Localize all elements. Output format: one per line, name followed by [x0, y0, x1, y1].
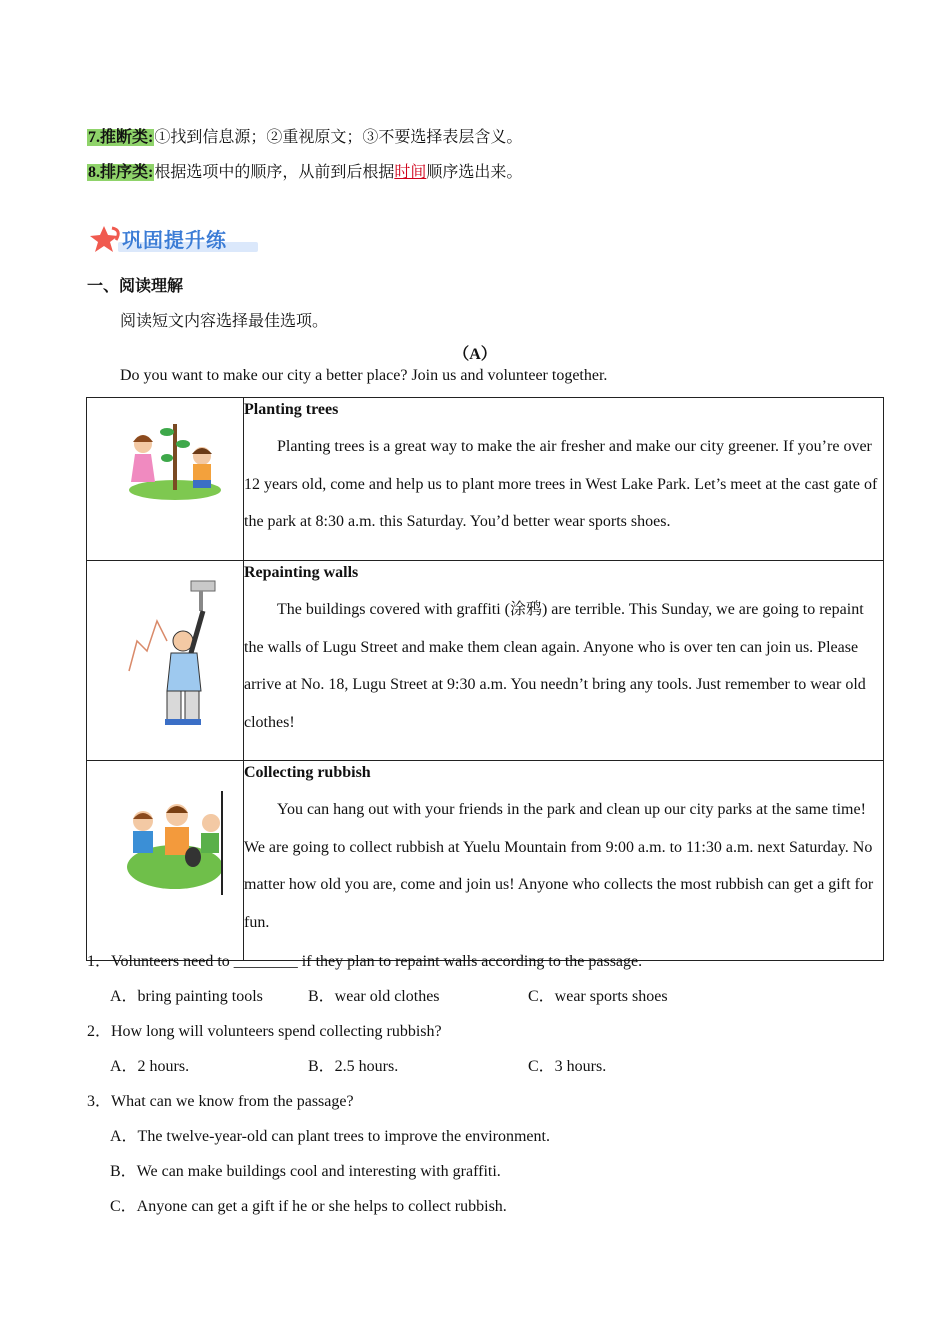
question-stem: 3．What can we know from the passage? — [87, 1093, 354, 1110]
ad-body: The buildings covered with graffiti (涂鸦) are terrible. This Sunday, we are going to repaint the walls of Lugu Street and make them clean again. Anyone who is over ten can join us. Please arrive at No. 18, Lugu Street at 9:30 a.m. You needn’t bring any tools. Just remember to wear old clothes! — [244, 601, 866, 731]
image-cell — [87, 761, 244, 961]
image-cell — [87, 561, 244, 761]
tip-tag: 7.推断类: — [88, 129, 154, 146]
instruction: 阅读短文内容选择最佳选项。 — [120, 313, 329, 330]
ad-title: Planting trees — [244, 401, 339, 418]
option-c[interactable]: C．wear sports shoes — [528, 988, 668, 1005]
table-row — [87, 761, 884, 961]
option-b[interactable]: B．wear old clothes — [308, 988, 440, 1005]
tip-text: ①找到信息源；②重视原文；③不要选择表层含义。 — [154, 129, 523, 146]
tip-text: 根据选项中的顺序，从前到后根据 — [154, 164, 395, 181]
banner-title: 巩固提升练 — [122, 228, 227, 252]
planting-trees-illustration — [87, 398, 243, 555]
volunteer-table — [86, 397, 884, 961]
ad-title: Repainting walls — [244, 564, 359, 581]
section-banner — [90, 222, 260, 254]
option-b[interactable]: B．We can make buildings cool and interesting with graffiti. — [110, 1163, 501, 1180]
ad-cell — [244, 561, 884, 761]
option-a[interactable]: A．The twelve-year-old can plant trees to improve the environment. — [110, 1128, 550, 1145]
option-c[interactable]: C．3 hours. — [528, 1058, 607, 1075]
ad-body: Planting trees is a great way to make the air fresher and make our city greener. If you’re over 12 years old, come and help us to plant more trees in West Lake Park. Let’s meet at the cast gate of the park at 8:30 a.m. this Saturday. You’d better wear sports shoes. — [244, 438, 878, 530]
table-row — [87, 398, 884, 561]
passage-label: （A） — [453, 346, 497, 363]
ad-cell — [244, 761, 884, 961]
passage-intro: Do you want to make our city a better place? Join us and volunteer together. — [120, 367, 608, 384]
collecting-rubbish-illustration — [87, 761, 243, 955]
tip-inference — [87, 128, 522, 148]
table-row — [87, 561, 884, 761]
tip-highlight: 时间 — [394, 164, 427, 181]
tip-ordering — [87, 163, 522, 183]
question-stem: 1．Volunteers need to ________ if they plan to repaint walls according to the passage. — [87, 953, 643, 970]
option-b[interactable]: B．2.5 hours. — [308, 1058, 399, 1075]
ad-cell — [244, 398, 884, 561]
ad-body: You can hang out with your friends in the park and clean up our city parks at the same time! We are going to collect rubbish at Yuelu Mountain from 9:00 a.m. to 11:30 a.m. next Saturday. No matter how old you are, come and join us! Anyone who collects the most rubbish can get a gift for fun. — [244, 801, 874, 931]
option-a[interactable]: A．2 hours. — [110, 1058, 190, 1075]
tip-text: 顺序选出来。 — [426, 164, 523, 181]
repainting-walls-illustration — [87, 561, 243, 755]
tip-tag: 8.排序类: — [88, 164, 154, 181]
option-c[interactable]: C．Anyone can get a gift if he or she helps to collect rubbish. — [110, 1198, 507, 1215]
section-heading: 一、阅读理解 — [87, 278, 184, 295]
question-stem: 2．How long will volunteers spend collecting rubbish? — [87, 1023, 442, 1040]
ad-title: Collecting rubbish — [244, 764, 371, 781]
image-cell — [87, 398, 244, 561]
option-a[interactable]: A．bring painting tools — [110, 988, 263, 1005]
